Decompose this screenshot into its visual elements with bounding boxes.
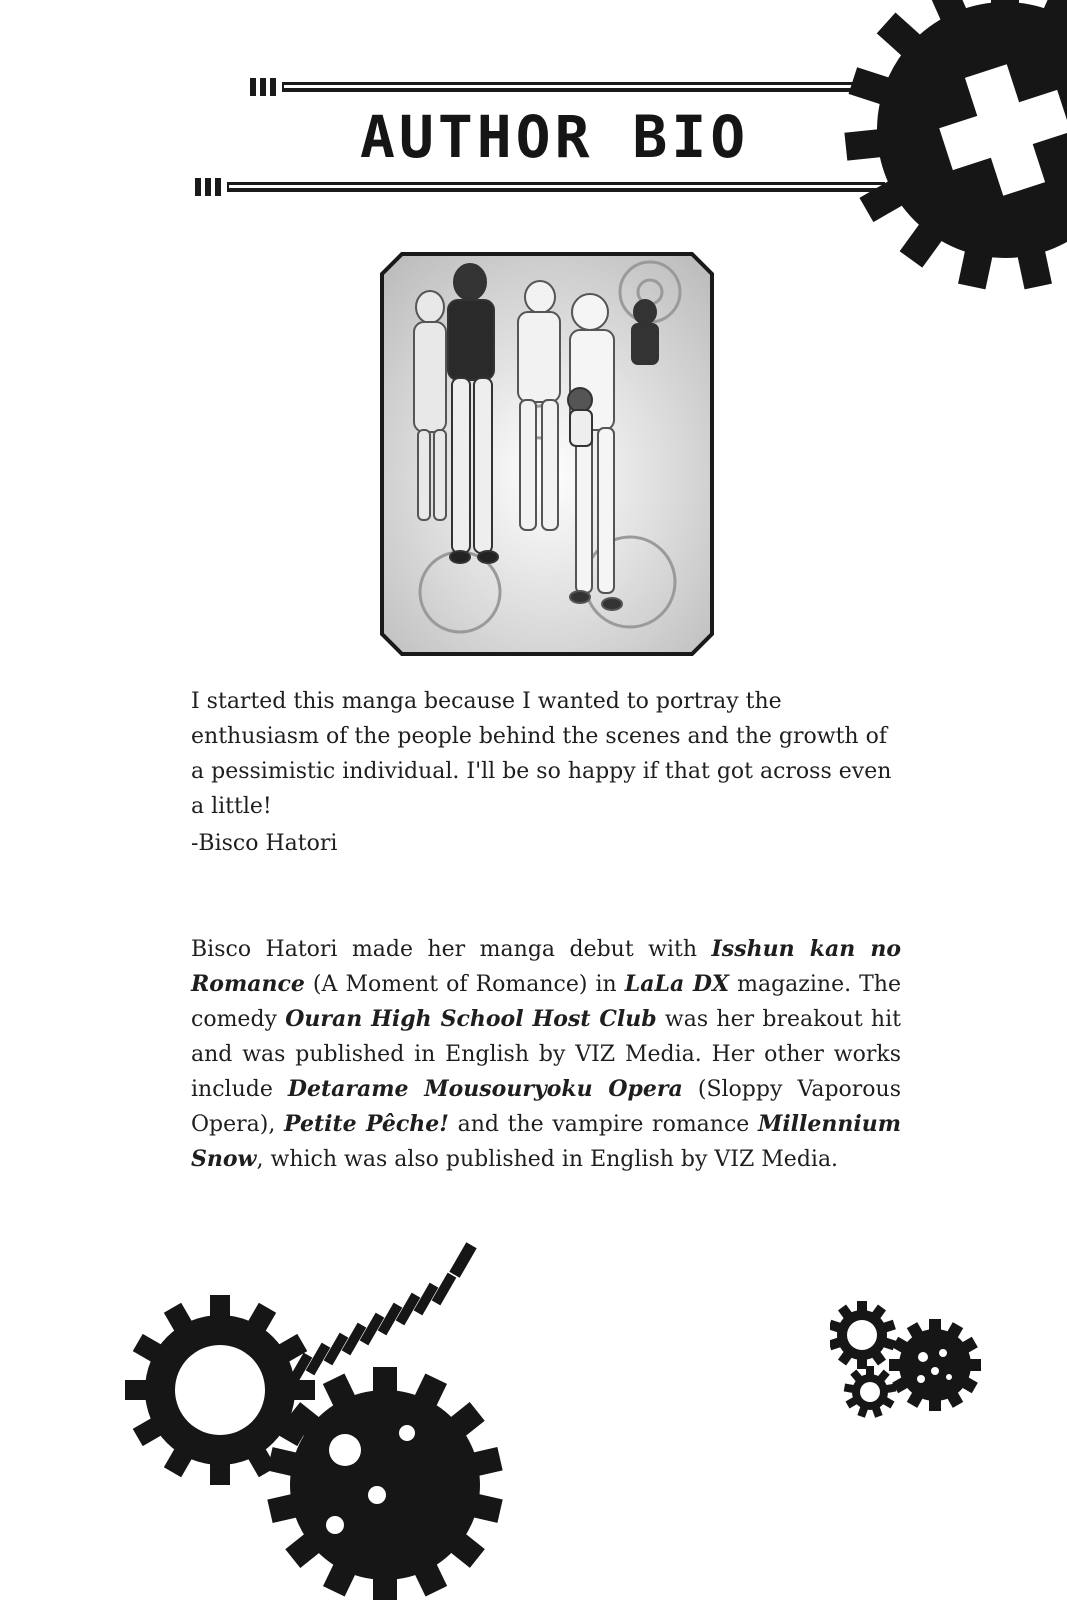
gears-decoration-icon	[120, 1235, 540, 1600]
work-title: Detarame Mousouryoku Opera	[287, 1076, 683, 1102]
gear-icon	[820, 0, 1067, 310]
author-bio: Bisco Hatori made her manga debut with Isshun kan no Romance (A Moment of Romance) in LaLa DX magazine. The comedy Ouran High School Host Club was her breakout hit and was published in English by VIZ Media. Her other works include Detarame Mousouryoku Opera (Sloppy Vaporous Opera), Petite Pêche! and the vampire romance Millennium Snow, which was also published in English by VIZ Media.	[191, 936, 902, 1172]
small-gears-icon	[830, 1300, 990, 1440]
header-rule-bottom	[195, 176, 885, 198]
work-title: Petite Pêche!	[284, 1111, 449, 1137]
work-title: Ouran High School Host Club	[285, 1006, 657, 1032]
author-signature: -Bisco Hatori	[191, 831, 338, 856]
work-title: Millennium Snow	[191, 1111, 902, 1172]
work-title: Isshun kan no Romance	[191, 936, 902, 997]
header-rule-top	[250, 76, 880, 98]
cover-illustration	[380, 252, 714, 656]
page-title: AUTHOR BIO	[360, 103, 750, 171]
author-message: I started this manga because I wanted to portray the enthusiasm of the people behind the scenes and the growth of a pessimistic individual. I'll be so happy if that got across even a little!	[191, 689, 892, 819]
work-title: LaLa DX	[624, 971, 730, 997]
